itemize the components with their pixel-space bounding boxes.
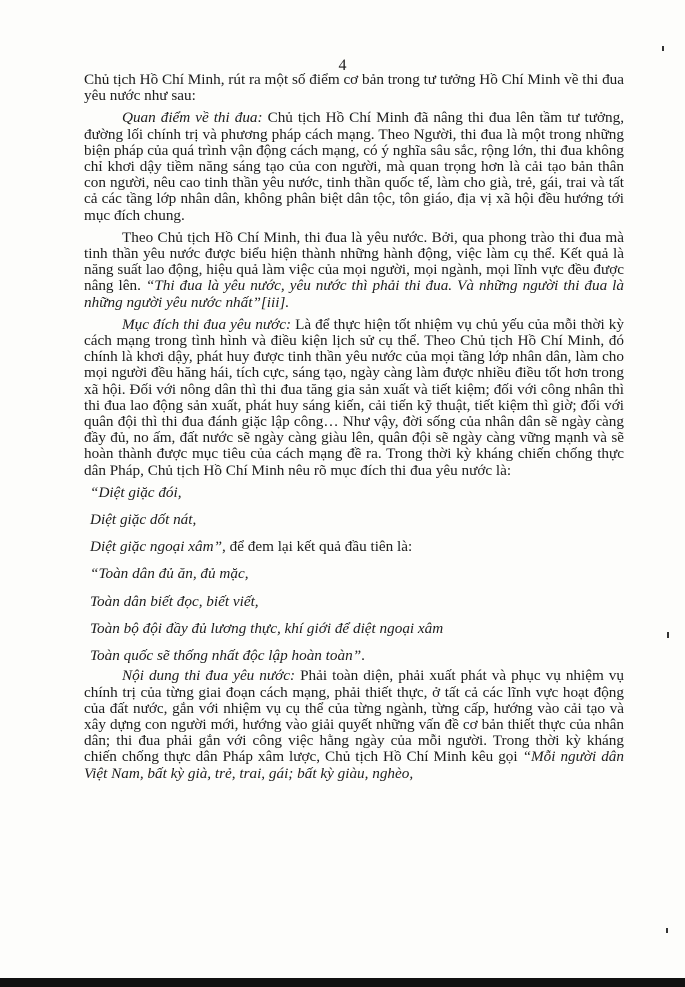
- quote-line-tail: , để đem lại kết quả đầu tiên là:: [222, 538, 413, 556]
- quote-text: “Thi đua là yêu nước, yêu nước thì phải thi đua. Và những người thi đua là những người yêu nước nhất”: [84, 277, 625, 311]
- quote-line: Toàn dân biết đọc, biết viết,: [90, 592, 259, 610]
- scan-mark: [667, 632, 669, 638]
- quote-text: “Mỗi người dân Việt Nam, bất kỳ già, trẻ, trai, gái; bất kỳ giàu, nghèo,: [84, 748, 624, 782]
- intro-paragraph: Chủ tịch Hồ Chí Minh, rút ra một số điểm cơ bản trong tư tưởng Hồ Chí Minh về thi đua yêu nước như sau:: [84, 71, 625, 105]
- section-heading-noi-dung: Nội dung thi đua yêu nước:: [122, 667, 296, 685]
- quote-line-text: Toàn quốc sẽ thống nhất độc lập hoàn toàn”: [90, 647, 362, 665]
- paragraph-muc-dich: [84, 317, 624, 479]
- scan-bottom-edge: [0, 978, 685, 987]
- reference-mark: [iii].: [260, 293, 290, 311]
- quote-line: [84, 648, 624, 664]
- quote-line: “Toàn dân đủ ăn, đủ mặc,: [90, 565, 249, 583]
- scan-mark: [662, 46, 664, 51]
- quote-line: “Diệt giặc đói,: [90, 483, 182, 501]
- page-number: 4: [338, 57, 347, 74]
- paragraph-quan-diem: [84, 110, 624, 223]
- quote-line-text: Diệt giặc ngoại xâm”: [90, 538, 223, 556]
- quote-line: Toàn bộ đội đầy đủ lương thực, khí giới để diệt ngoại xâm: [90, 619, 444, 637]
- quote-block: [84, 485, 624, 664]
- paragraph-thi-dua-la-yeu-nuoc: [84, 230, 624, 311]
- quote-line-tail: .: [361, 647, 365, 665]
- scan-mark: [666, 928, 668, 933]
- paragraph-text: Theo Chủ tịch Hồ Chí Minh, thi đua là yêu nước. Bởi, qua phong trào thi đua mà tinh thần yêu nước được biểu hiện thành những hành động, việc làm cụ thể. Kết quả là năng suất lao động, hiệu quả làm việc của mọi người, mọi ngành, mọi lĩnh vực đều được nâng lên.: [84, 228, 624, 295]
- paragraph-text: Chủ tịch Hồ Chí Minh đã nâng thi đua lên tầm tư tưởng, đường lối chính trị và phương pháp cách mạng. Theo Người, thi đua là một trong những biện pháp của quá trình vận động cách mạng, có ý nghĩa sâu sắc, rộng lớn, thi đua không chỉ khơi dậy tiềm năng sáng tạo của con người, mà quan trọng hơn là cải tạo bản thân con người, nêu cao tinh thần yêu nước, tinh thần quốc tế, làm cho già, trẻ, gái, trai và tất cả các tầng lớp nhân dân, không phân biệt dân tộc, tôn giáo, địa vị xã hội đều hướng tới mục đích chung.: [84, 109, 624, 224]
- paragraph-noi-dung: [84, 668, 624, 781]
- section-heading-quan-diem: Quan điểm về thi đua:: [122, 109, 263, 127]
- section-heading-muc-dich: Mục đích thi đua yêu nước:: [122, 315, 292, 333]
- paragraph-text: Là để thực hiện tốt nhiệm vụ chủ yếu của mỗi thời kỳ cách mạng trong tình hình và điều kiện lịch sử cụ thể. Theo Chủ tịch Hồ Chí Minh, đó chính là khơi dậy, phát huy được tinh thần yêu nước của mọi tầng lớp nhân dân, làm cho mọi người đều hăng hái, tích cực, sáng tạo, ngày càng làm được nhiều điều tốt hơn trong xã hội. Đối với nông dân thì thi đua tăng gia sản xuất và tiết kiệm; đối với công nhân thì thi đua lao động sản xuất, phát huy sáng kiến, cải tiến kỹ thuật, tiết kiệm thì giờ; đối với quân đội thì thi đua đánh giặc lập công… Như vậy, đời sống của nhân dân sẽ ngày càng đầy đủ, no ấm, đất nước sẽ ngày càng giàu lên, quân đội sẽ ngày càng vững mạnh và sẽ hoàn thành được mục tiêu của cách mạng đề ra. Trong thời kỳ kháng chiến chống thực dân Pháp, Chủ tịch Hồ Chí Minh nêu rõ mục đích thi đua yêu nước là:: [84, 315, 624, 479]
- document-body: [84, 72, 624, 788]
- paragraph-text: Phải toàn diện, phải xuất phát và phục vụ nhiệm vụ chính trị của từng giai đoạn cách mạng, phải thiết thực, ở tất cả các lĩnh vực hoạt động của đất nước, gắn với nhiệm vụ cụ thể của từng ngành, từng cấp, hướng vào cải tạo và xây dựng con người mới, hướng vào giải quyết những vấn đề cơ bản thiết thực của nhân dân; thi đua phải gắn với công việc hằng ngày của mỗi người. Trong thời kỳ kháng chiến chống thực dân Pháp xâm lược, Chủ tịch Hồ Chí Minh kêu gọi: [84, 667, 624, 766]
- quote-line: [84, 539, 624, 555]
- quote-line: Diệt giặc dốt nát,: [90, 511, 197, 529]
